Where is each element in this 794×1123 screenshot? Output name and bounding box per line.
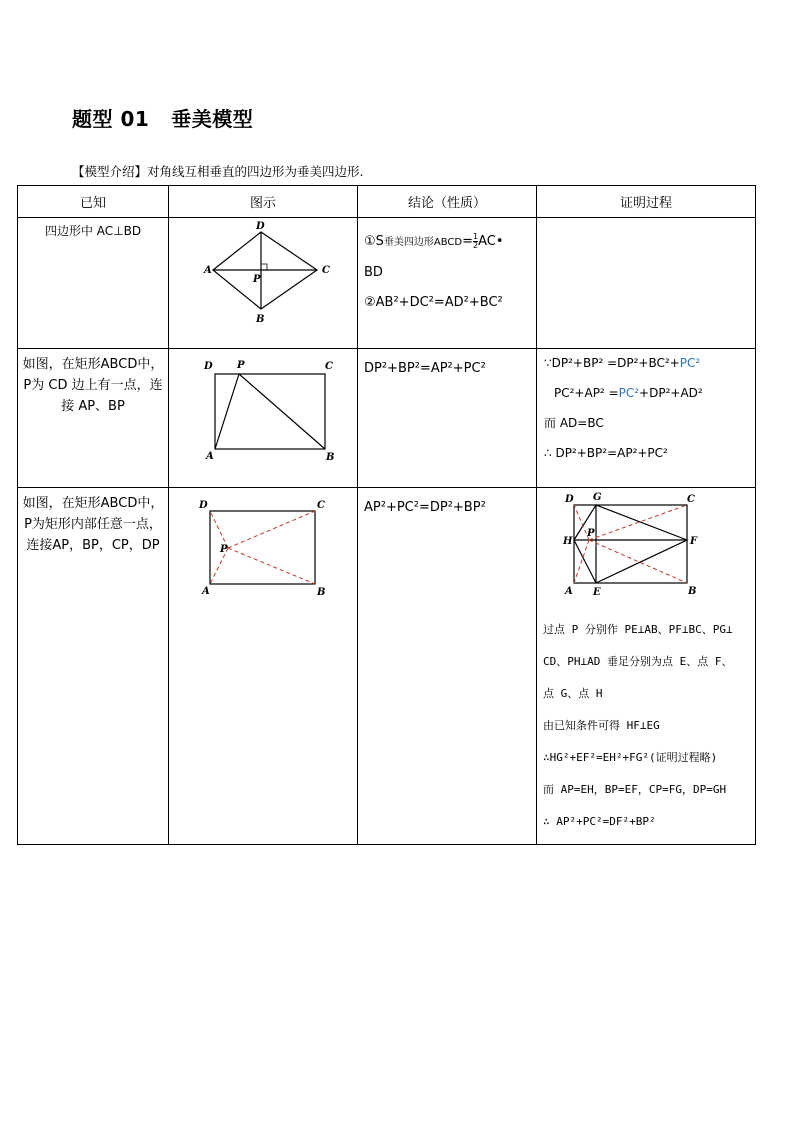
proof-cell-empty	[537, 218, 756, 349]
conclusion-ac: AC•	[478, 234, 504, 249]
label-d: D	[199, 500, 208, 511]
label-p: P	[220, 544, 228, 555]
figure-cell	[169, 488, 358, 845]
figure-cell	[169, 349, 358, 488]
conclusion-text: AP²+PC²=DP²+BP²	[364, 500, 486, 515]
proof-text: PC²+AP² =	[554, 386, 619, 400]
segment-bp	[239, 374, 325, 449]
proof-text: +DP²+AD²	[639, 386, 703, 400]
fraction-denominator: 2	[473, 241, 479, 250]
area-symbol: ①S	[364, 234, 384, 249]
proof-text: ∵DP²+BP² =DP²+BC²+	[544, 356, 680, 370]
label-e: E	[593, 587, 601, 598]
table-header-row	[18, 186, 756, 218]
proof-line: ∴ DP²+BP²=AP²+PC²	[544, 446, 668, 460]
section-number: 题型 01	[72, 107, 150, 131]
proof-line: CD、PH⊥AD 垂足分别为点 E、点 F、	[543, 655, 733, 668]
section-title	[72, 103, 253, 132]
label-p: P	[587, 528, 595, 539]
given-cell: 如图，在矩形ABCD中，P为 CD 边上有一点，连接 AP、BP	[18, 349, 169, 488]
model-intro: 【模型介绍】对角线互相垂直的四边形为垂美四边形.	[72, 164, 364, 179]
label-p: P	[237, 360, 245, 371]
conclusion-squares: ②AB²+DC²=AD²+BC²	[364, 295, 503, 310]
equals-sign: =	[462, 234, 474, 249]
label-c: C	[322, 265, 330, 276]
given-cell: 四边形中 AC⊥BD	[18, 218, 169, 349]
table-row	[18, 488, 756, 845]
rectangle-figure-edge-point	[169, 349, 358, 479]
header-proof: 证明过程	[537, 186, 756, 218]
proof-line: 点 G、点 H	[543, 687, 603, 700]
label-a: A	[565, 586, 573, 597]
given-cell: 如图，在矩形ABCD中，P为矩形内部任意一点，连接AP，BP，CP，DP	[18, 488, 169, 845]
conclusion-bd: BD	[364, 265, 383, 280]
label-a: A	[204, 265, 212, 276]
rectangle-abcd	[574, 505, 687, 583]
table-row	[18, 218, 756, 349]
label-c: C	[317, 500, 325, 511]
label-c: C	[325, 361, 333, 372]
figure-cell	[169, 218, 358, 349]
label-b: B	[688, 586, 697, 597]
proof-line	[544, 385, 749, 401]
dashed-pb	[228, 548, 315, 584]
label-d: D	[256, 221, 265, 232]
proof-figure	[537, 488, 756, 608]
proof-cell	[537, 488, 756, 845]
conclusion-cell	[358, 218, 537, 349]
proof-line	[544, 355, 749, 371]
fraction-numerator: 1	[473, 232, 479, 241]
header-figure: 图示	[169, 186, 358, 218]
section-name: 垂美模型	[171, 107, 254, 131]
segment-ap	[215, 374, 239, 449]
table-row	[18, 349, 756, 488]
conclusion-text: DP²+BP²=AP²+PC²	[364, 361, 486, 376]
label-a: A	[202, 586, 210, 597]
label-b: B	[317, 587, 326, 598]
proof-line: 过点 P 分别作 PE⊥AB、PF⊥BC、PG⊥	[543, 623, 733, 636]
proof-highlight: PC²	[679, 356, 701, 370]
kite-figure	[169, 218, 358, 340]
proof-cell	[537, 349, 756, 488]
proof-highlight: PC²	[618, 386, 640, 400]
proof-line: 而 AP=EH，BP=EF，CP=FG，DP=GH	[543, 783, 727, 796]
proof-line: ∴HG²+EF²=EH²+FG²(证明过程略)	[543, 751, 718, 764]
conclusion-area	[364, 232, 530, 253]
quadrilateral-hgfe	[574, 505, 687, 583]
dashed-pc	[228, 511, 315, 548]
label-d: D	[565, 494, 574, 505]
proof-steps	[543, 622, 733, 846]
label-c: C	[687, 494, 695, 505]
label-b: B	[256, 314, 265, 325]
rectangle-abcd	[215, 374, 325, 449]
dashed-pa	[574, 540, 589, 583]
header-given: 已知	[18, 186, 169, 218]
proof-line: 由已知条件可得 HF⊥EG	[543, 719, 660, 732]
conclusion-cell	[358, 349, 537, 488]
label-a: A	[206, 451, 214, 462]
area-subscript: 垂美四边形ABCD	[383, 237, 463, 248]
label-f: F	[690, 536, 698, 547]
conclusion-cell	[358, 488, 537, 845]
label-b: B	[326, 452, 335, 463]
right-angle-mark	[261, 264, 267, 270]
label-p: P	[253, 274, 261, 285]
label-h: H	[563, 536, 573, 547]
proof-line: 而 AD=BC	[544, 416, 604, 430]
rectangle-figure-interior-point	[169, 488, 358, 836]
label-g: G	[593, 492, 602, 503]
proof-line: ∴ AP²+PC²=DF²+BP²	[543, 815, 656, 828]
model-table	[17, 185, 756, 845]
header-conclusion: 结论（性质）	[358, 186, 537, 218]
dashed-pd	[210, 511, 228, 548]
label-d: D	[204, 361, 213, 372]
